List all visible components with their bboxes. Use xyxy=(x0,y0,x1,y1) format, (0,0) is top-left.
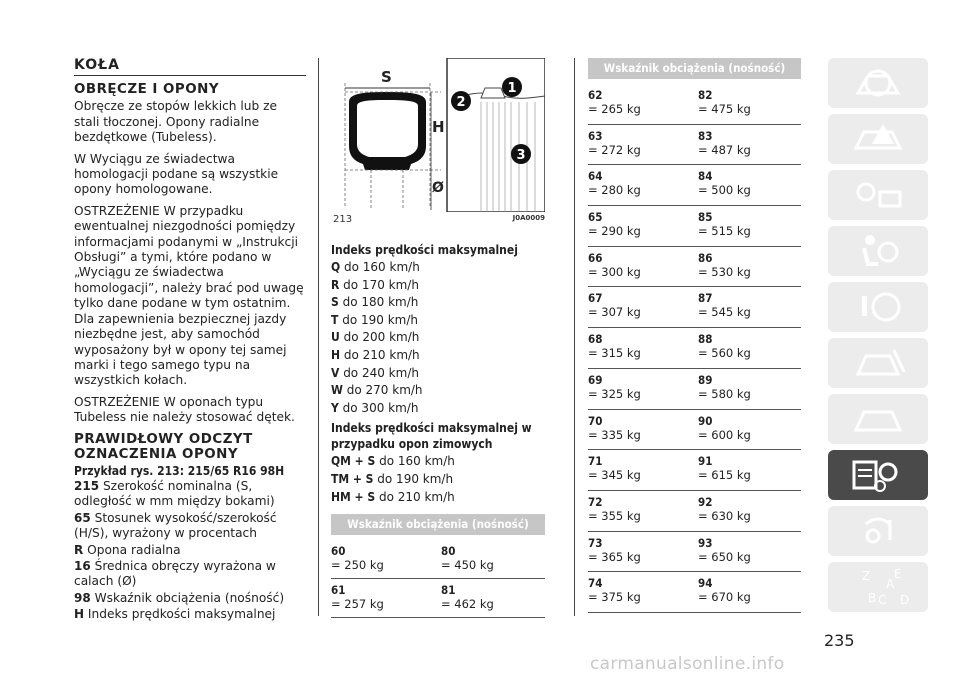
tyre-code-item xyxy=(74,591,306,606)
load-value: = 475 kg xyxy=(698,102,751,116)
load-cell xyxy=(331,583,384,611)
load-table-small-header: Wskaźnik obciążenia (nośność) xyxy=(331,514,545,535)
load-index: 72 xyxy=(588,494,603,509)
speed-code: R xyxy=(331,277,340,292)
multimedia-icon xyxy=(828,506,928,556)
section-title-reading: PRAWIDŁOWY ODCZYT OZNACZENIA OPONY xyxy=(74,431,253,462)
sidebar-tab[interactable] xyxy=(828,170,928,220)
load-index: 84 xyxy=(698,169,713,184)
speed-code: V xyxy=(331,365,340,380)
tyre-code-list xyxy=(74,479,306,623)
load-row xyxy=(588,532,801,573)
load-cell xyxy=(698,495,751,523)
speed-value: do 200 km/h xyxy=(343,330,420,345)
lights-message-icon xyxy=(828,170,928,220)
load-row xyxy=(331,540,545,579)
load-index: 66 xyxy=(588,250,603,265)
load-cell xyxy=(698,576,751,604)
speed-index xyxy=(331,242,545,506)
load-value: = 250 kg xyxy=(331,558,384,572)
speed-code: S xyxy=(331,295,339,310)
load-row xyxy=(588,410,801,451)
speed-value: do 190 km/h xyxy=(342,312,418,327)
load-table-large-header: Wskaźnik obciążenia (nośność) xyxy=(588,58,801,79)
load-row xyxy=(588,84,801,125)
tyre-code: 98 xyxy=(74,590,91,605)
load-cell xyxy=(588,454,641,482)
speed-row xyxy=(331,471,545,489)
load-index: 87 xyxy=(698,291,713,306)
paragraph-rims: Obręcze ze stopów lekkich lub ze stali tłoczonej. Opony radialne bezdętkowe (Tubeless). xyxy=(74,99,277,145)
load-index: 71 xyxy=(588,454,603,469)
load-value: = 300 kg xyxy=(588,264,641,279)
label-s: S xyxy=(381,68,392,86)
load-cell xyxy=(588,495,641,523)
load-value: = 580 kg xyxy=(698,386,751,401)
winter-speed-title: Indeks prędkości maksymalnej w przypadku opon zimowych xyxy=(331,421,532,452)
load-value: = 650 kg xyxy=(698,549,751,564)
load-index: 74 xyxy=(588,576,603,591)
speed-code: T xyxy=(331,312,339,327)
load-cell xyxy=(588,129,641,157)
load-cell xyxy=(331,544,384,572)
speed-value: do 240 km/h xyxy=(343,365,419,380)
car-warning-icon xyxy=(828,114,928,164)
load-value: = 290 kg xyxy=(588,224,641,239)
speed-code: H xyxy=(331,347,341,362)
load-index: 81 xyxy=(441,583,456,597)
load-cell xyxy=(588,373,641,401)
index-letter: A xyxy=(886,577,895,591)
load-index: 68 xyxy=(588,332,603,347)
load-cell xyxy=(698,129,751,157)
load-value: = 630 kg xyxy=(698,508,751,523)
load-value: = 560 kg xyxy=(698,346,751,361)
load-value: = 335 kg xyxy=(588,427,641,442)
page-title: KOŁA xyxy=(74,57,120,73)
tyre-code-item xyxy=(74,559,306,590)
dashboard-icon xyxy=(828,58,928,108)
load-cell xyxy=(441,583,494,611)
load-index: 64 xyxy=(588,169,603,184)
load-cell xyxy=(698,414,751,442)
load-value: = 375 kg xyxy=(588,590,641,605)
load-row xyxy=(588,328,801,369)
load-cell xyxy=(588,414,641,442)
speed-row xyxy=(331,329,545,347)
tyre-code: H xyxy=(74,607,85,622)
callout-3 xyxy=(511,144,531,164)
section-title-rims: OBRĘCZE I OPONY xyxy=(74,82,220,98)
load-index: 73 xyxy=(588,535,603,550)
sidebar-tab[interactable] xyxy=(828,506,928,556)
speed-row xyxy=(331,489,545,507)
speed-value: do 170 km/h xyxy=(343,277,419,292)
tyre-code-text: Szerokość nominalna (S, odległość w mm między bokami) xyxy=(74,478,275,509)
speed-code: QM + S xyxy=(331,454,376,469)
warning-paragraph: OSTRZEŻENIE W przypadku ewentualnej niezgodności pomiędzy informacjami podanymi w „Instrukcji Obsługi” a tymi, które podano w „Wyciągu ze świadectwa homologacji”, należy brać pod uwagę tylko dane podane w tym ostatnim. Dla zapewnienia bezpiecznej jazdy niezbędne jest, aby samochód wyposażony był w opony tej samej marki i tego samego typu na wszystkich kołach. xyxy=(74,203,304,388)
load-value: = 500 kg xyxy=(698,183,751,198)
warning-tubeless: OSTRZEŻENIE W oponach typu Tubeless nie należy stosować dętek. xyxy=(74,394,295,425)
load-index: 60 xyxy=(331,544,346,558)
footer-watermark: carmanualsonline.info xyxy=(590,654,785,674)
tyre-code: 215 xyxy=(74,478,100,493)
svg-text:2: 2 xyxy=(456,95,466,110)
callout-1 xyxy=(502,77,522,97)
sidebar-tab[interactable] xyxy=(828,338,928,388)
sidebar-tab[interactable] xyxy=(828,562,928,612)
load-index: 88 xyxy=(698,332,713,347)
load-cell xyxy=(588,332,641,360)
sidebar-tab[interactable] xyxy=(828,394,928,444)
load-row xyxy=(588,165,801,206)
load-index: 67 xyxy=(588,291,603,306)
load-cell xyxy=(698,88,751,116)
speed-row xyxy=(331,347,545,365)
load-index: 90 xyxy=(698,413,713,428)
speed-value: do 160 km/h xyxy=(344,260,420,274)
speed-code: W xyxy=(331,383,343,398)
tyre-code: 16 xyxy=(74,558,91,573)
speed-index-list xyxy=(331,259,545,417)
technical-data-icon xyxy=(828,450,928,500)
tyre-code-item xyxy=(74,607,306,622)
load-index: 82 xyxy=(698,88,713,102)
tyre-code-item xyxy=(74,543,306,558)
speed-code: HM + S xyxy=(331,489,376,504)
load-cell xyxy=(698,373,751,401)
sidebar-tab[interactable] xyxy=(828,450,928,500)
speed-code: Y xyxy=(331,400,339,415)
index-letter: B xyxy=(868,591,877,605)
index-letter: Z xyxy=(862,569,871,583)
speed-row xyxy=(331,312,545,330)
speed-row xyxy=(331,294,545,312)
load-value: = 257 kg xyxy=(331,597,384,611)
load-index: 70 xyxy=(588,413,603,428)
callout-2 xyxy=(451,91,471,111)
svg-text:1: 1 xyxy=(507,81,517,96)
load-cell xyxy=(588,536,641,564)
load-row xyxy=(588,206,801,247)
load-value: = 365 kg xyxy=(588,549,641,564)
load-cell xyxy=(588,88,641,116)
speed-value: do 300 km/h xyxy=(342,400,419,415)
winter-speed-list xyxy=(331,453,545,506)
tyre-example: Przykład rys. 213: 215/65 R16 98H xyxy=(74,463,285,478)
load-table-small xyxy=(331,540,545,618)
column-divider-1 xyxy=(318,58,319,616)
title-rule xyxy=(74,75,306,76)
sidebar-tab[interactable] xyxy=(828,226,928,276)
load-value: = 615 kg xyxy=(698,468,751,483)
column-divider-2 xyxy=(574,58,575,616)
speed-value: do 210 km/h xyxy=(378,489,455,504)
load-cell xyxy=(588,169,641,197)
load-index: 80 xyxy=(441,544,456,558)
tyre-figure xyxy=(331,58,545,212)
load-index: 94 xyxy=(698,576,713,591)
load-row xyxy=(588,450,801,491)
load-value: = 487 kg xyxy=(698,142,751,157)
tyre-code-text: Opona radialna xyxy=(87,542,181,557)
load-cell xyxy=(698,210,751,238)
load-value: = 307 kg xyxy=(588,305,641,320)
speed-code: Q xyxy=(331,260,341,274)
load-row xyxy=(588,247,801,288)
speed-row xyxy=(331,259,545,277)
load-value: = 600 kg xyxy=(698,427,751,442)
load-cell xyxy=(588,210,641,238)
label-h: H xyxy=(432,118,445,136)
speed-value: do 270 km/h xyxy=(346,383,423,398)
load-index: 62 xyxy=(588,88,603,102)
speed-row xyxy=(331,277,545,295)
load-value: = 545 kg xyxy=(698,305,751,320)
load-cell xyxy=(588,251,641,279)
load-index: 69 xyxy=(588,372,603,387)
tyre-code-item xyxy=(74,511,306,542)
sidebar-tab[interactable] xyxy=(828,114,928,164)
load-index: 91 xyxy=(698,454,713,469)
index-letter: E xyxy=(894,567,902,581)
load-row xyxy=(331,579,545,618)
load-row xyxy=(588,287,801,328)
index-letter: C xyxy=(878,593,887,607)
load-value: = 530 kg xyxy=(698,264,751,279)
load-cell xyxy=(588,291,641,319)
index-letter: D xyxy=(900,593,910,607)
tyre-sidewall xyxy=(447,58,545,212)
figure-caption xyxy=(333,214,545,225)
speed-value: do 160 km/h xyxy=(379,454,455,469)
breakdown-icon xyxy=(828,338,928,388)
page-number: 235 xyxy=(824,631,855,650)
figure-code: J0A0009 xyxy=(512,214,545,222)
tyre-code-text: Stosunek wysokość/szerokość (H/S), wyrażony w procentach xyxy=(74,510,277,541)
load-row xyxy=(588,572,801,613)
load-value: = 355 kg xyxy=(588,508,641,523)
speed-index-title: Indeks prędkości maksymalnej xyxy=(331,243,518,257)
load-cell xyxy=(698,536,751,564)
tyre-code-text: Indeks prędkości maksymalnej xyxy=(87,607,276,622)
load-cell xyxy=(698,169,751,197)
load-value: = 670 kg xyxy=(698,590,751,605)
speed-code: TM + S xyxy=(331,471,374,486)
tyre-code-text: Wskaźnik obciążenia (nośność) xyxy=(94,590,285,605)
load-value: = 462 kg xyxy=(441,597,494,611)
tyre-code: R xyxy=(74,542,84,557)
load-value: = 450 kg xyxy=(441,558,494,572)
sidebar-tab[interactable] xyxy=(828,282,928,332)
load-index: 63 xyxy=(588,128,603,143)
index-icon xyxy=(828,562,928,612)
paragraph-homologation: W Wyciągu ze świadectwa homologacji podane są wszystkie opony homologowane. xyxy=(74,151,279,197)
steering-start-icon xyxy=(828,282,928,332)
tyre-code-text: Średnica obręczy wyrażona w calach (Ø) xyxy=(74,558,276,589)
speed-row xyxy=(331,382,545,400)
load-cell xyxy=(441,544,494,572)
load-index: 65 xyxy=(588,210,603,225)
load-cell xyxy=(698,454,751,482)
load-index: 93 xyxy=(698,535,713,550)
load-value: = 315 kg xyxy=(588,346,641,361)
figure-number: 213 xyxy=(333,214,353,225)
speed-code: U xyxy=(331,330,340,345)
load-index: 83 xyxy=(698,128,713,143)
load-row xyxy=(588,125,801,166)
speed-value: do 210 km/h xyxy=(343,347,420,362)
load-index: 89 xyxy=(698,372,713,387)
speed-row xyxy=(331,365,545,383)
load-cell xyxy=(698,332,751,360)
load-value: = 345 kg xyxy=(588,468,641,483)
car-maintenance-icon xyxy=(828,394,928,444)
load-cell xyxy=(698,291,751,319)
speed-row xyxy=(331,400,545,418)
speed-value: do 180 km/h xyxy=(342,295,419,310)
load-index: 85 xyxy=(698,210,713,225)
load-cell xyxy=(698,251,751,279)
sidebar-tab[interactable] xyxy=(828,58,928,108)
load-value: = 515 kg xyxy=(698,224,751,239)
load-value: = 280 kg xyxy=(588,183,641,198)
svg-text:3: 3 xyxy=(516,148,526,163)
load-index: 86 xyxy=(698,250,713,265)
load-row xyxy=(588,369,801,410)
speed-value: do 190 km/h xyxy=(377,471,454,486)
airbag-safety-icon xyxy=(828,226,928,276)
load-index: 92 xyxy=(698,494,713,509)
load-value: = 325 kg xyxy=(588,386,641,401)
load-row xyxy=(588,491,801,532)
load-table-large xyxy=(588,84,801,613)
load-cell xyxy=(588,576,641,604)
tyre-code-item xyxy=(74,479,306,510)
load-index: 61 xyxy=(331,583,346,597)
load-value: = 265 kg xyxy=(588,102,641,116)
load-value: = 272 kg xyxy=(588,142,641,157)
tyre-code: 65 xyxy=(74,510,91,525)
label-diameter: Ø xyxy=(432,180,444,196)
speed-row xyxy=(331,453,545,471)
left-column xyxy=(74,58,306,624)
